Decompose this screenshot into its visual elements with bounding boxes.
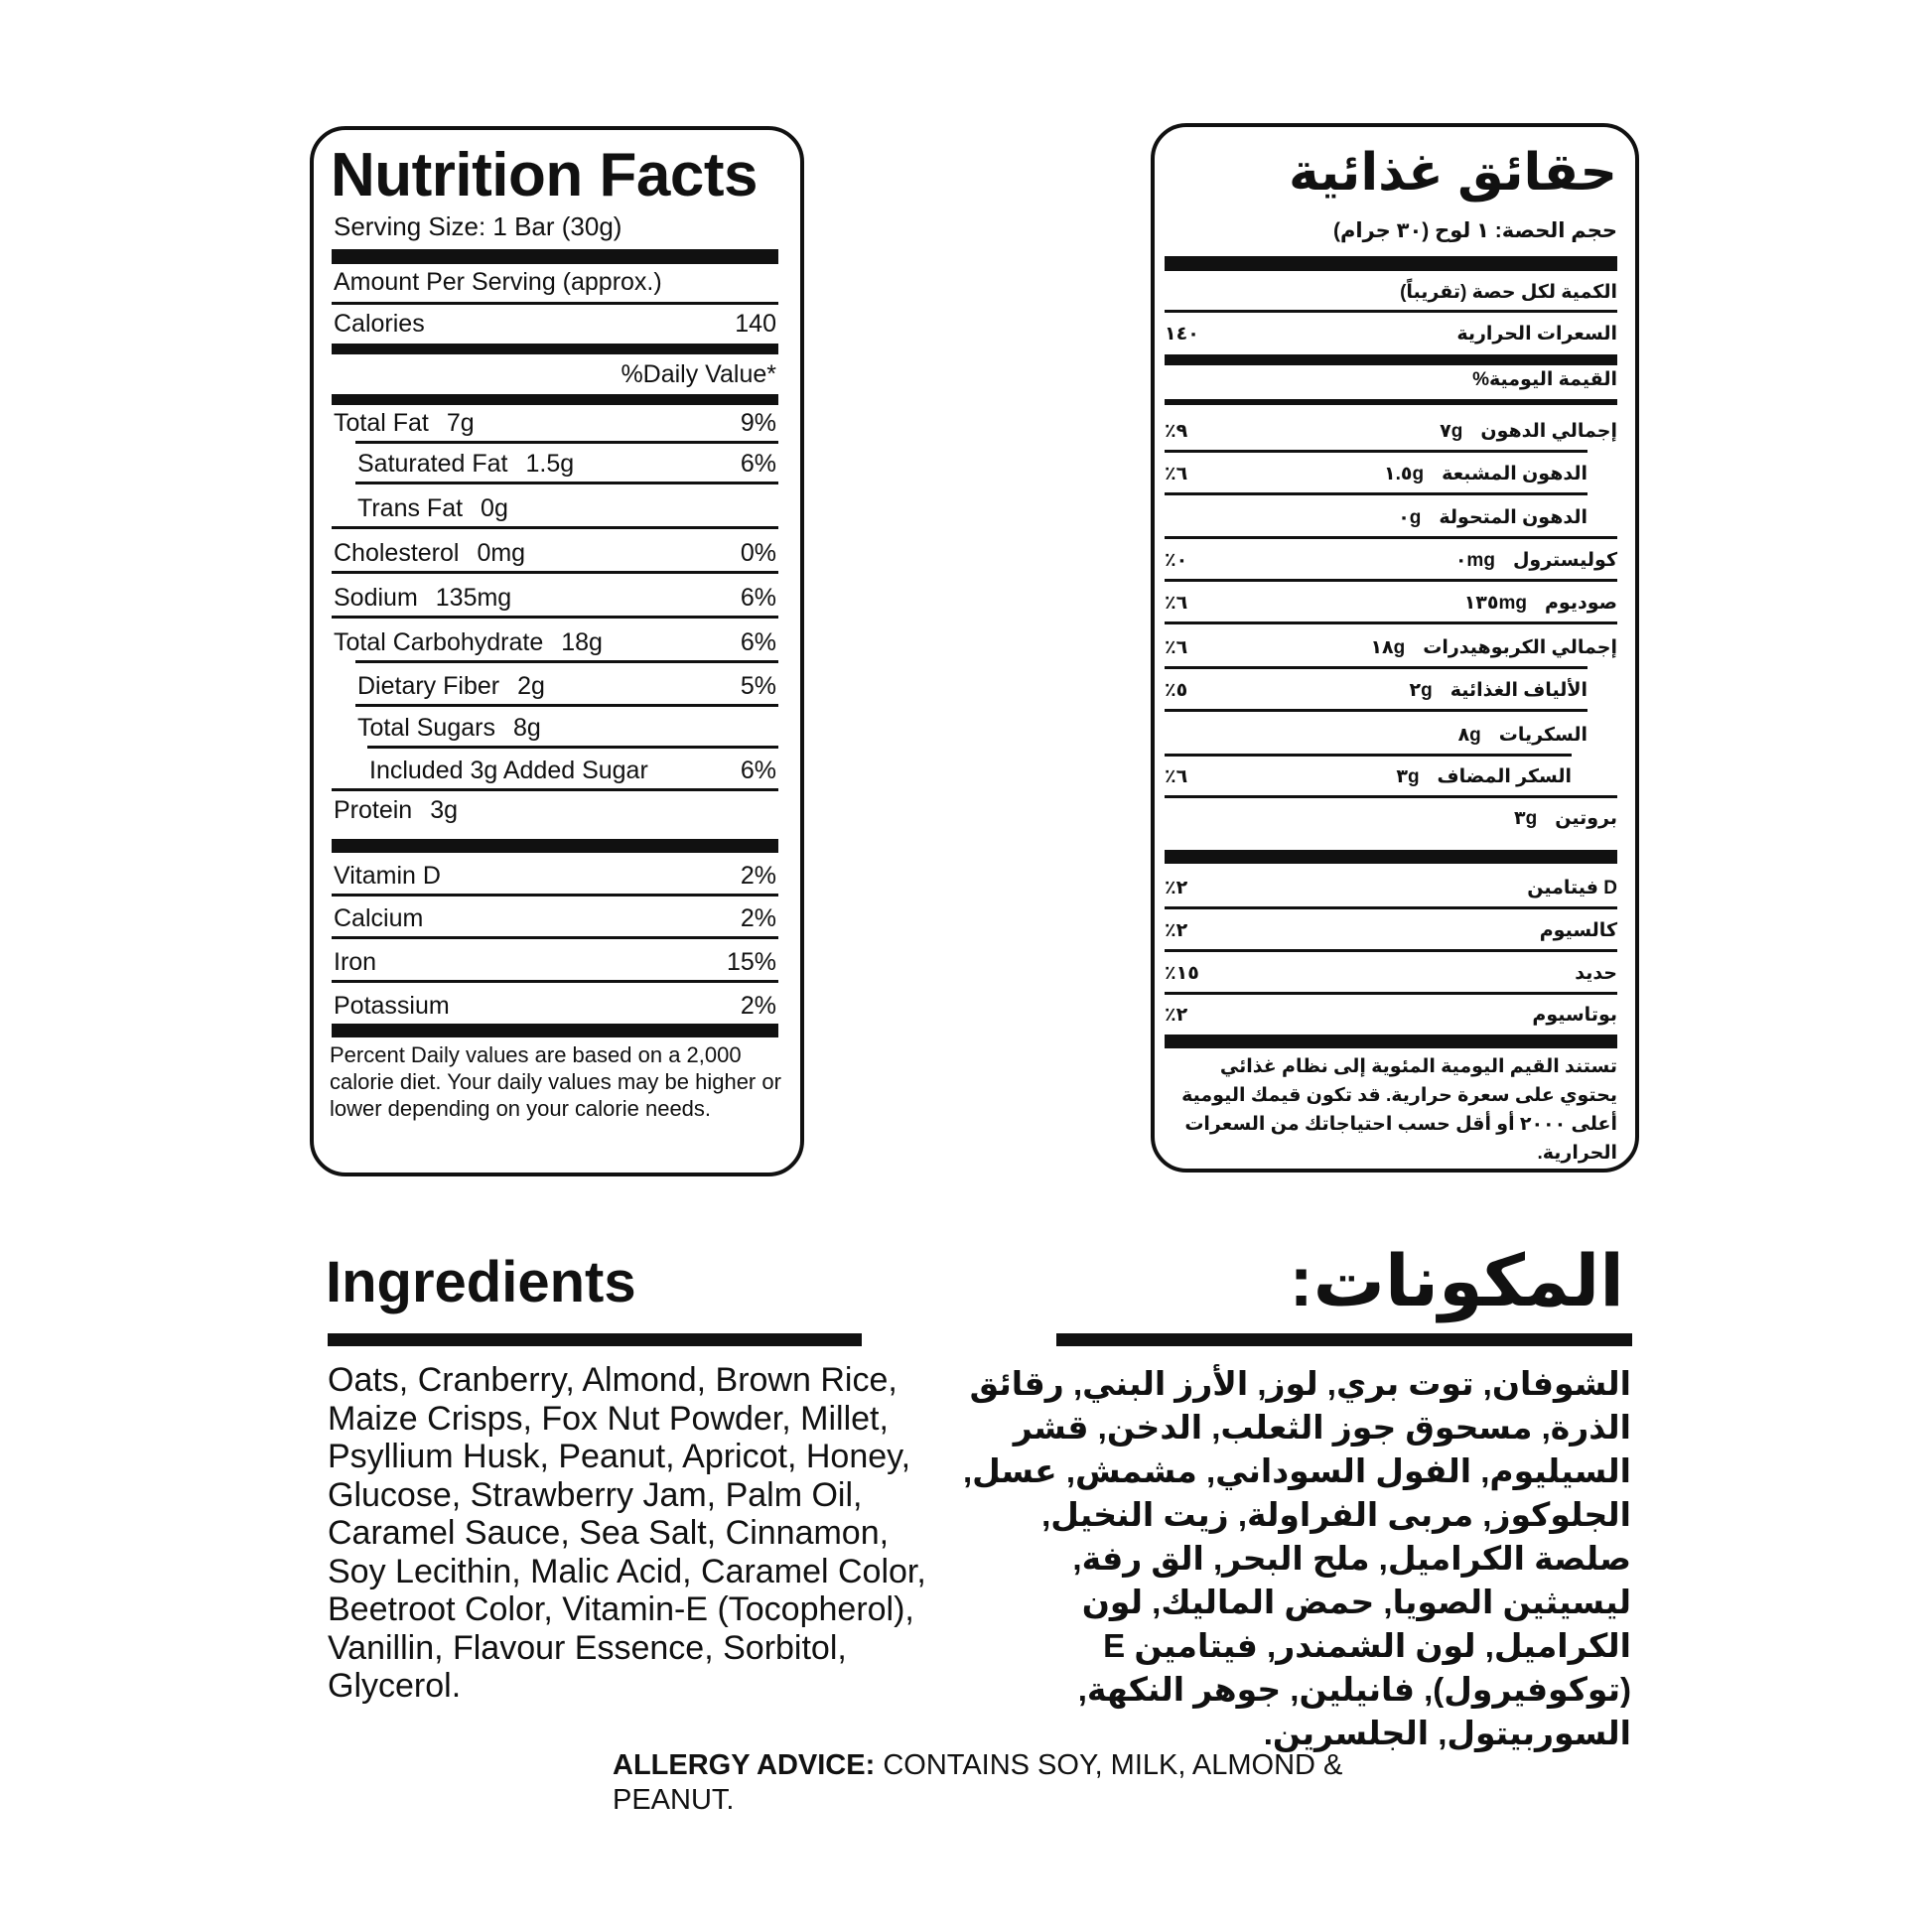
nutrient-row [334,857,776,891]
nutrient-name: Vitamin D [334,862,441,890]
nutrient-daily-value: ٦٪ [1165,637,1188,658]
nutrient-row [334,534,776,568]
nutrient-daily-value: 5% [740,672,776,700]
nutrient-name: Potassium [334,992,450,1020]
nutrient-row [1165,629,1617,659]
ingredients-divider-ar [1056,1333,1632,1346]
nutrient-label [1455,549,1617,572]
nutrient-name: Total Sugars [357,714,495,742]
nutrient-daily-value: ٦٪ [1165,464,1188,484]
nutrient-name: Trans Fat [357,494,464,522]
nutrient-label [334,409,475,438]
nutrient-daily-value: 6% [740,584,776,612]
nutrient-row [334,489,776,523]
nutrient-amount: 1.5g [525,450,575,478]
nutrient-name: بوتاسيوم [1532,1005,1617,1026]
nutrient-label [334,862,441,891]
nutrient-name: حديد [1575,963,1617,984]
divider [1165,310,1617,313]
nutrient-row [1165,672,1617,702]
nutrient-name: Dietary Fiber [357,672,500,700]
nutrient-name: Saturated Fat [357,450,508,478]
calories-label: Calories [334,310,425,338]
nutrient-label [1514,807,1617,830]
nutrient-daily-value: ٢٪ [1165,1005,1188,1026]
nutrient-daily-value: 6% [740,628,776,656]
nutrient-label [1575,962,1617,985]
nutrition-title-en: Nutrition Facts [331,141,758,209]
nutrient-row [1165,912,1617,942]
nutrient-name: إجمالي الكربوهيدرات [1423,637,1617,658]
nutrient-label [1440,420,1617,443]
divider [367,746,778,749]
amount-per-serving-row-ar [1165,274,1617,304]
divider [1165,754,1572,757]
divider [355,660,778,663]
nutrient-name: إجمالي الدهون [1480,421,1617,442]
nutrient-row [1165,542,1617,572]
nutrient-daily-value: 15% [726,948,776,976]
nutrient-daily-value: 6% [740,757,776,784]
divider [1165,949,1617,952]
nutrient-amount: ٣g [1514,808,1538,829]
nutrient-amount: ١.٥g [1383,464,1425,484]
nutrient-row [1165,456,1617,485]
divider [1165,450,1587,453]
daily-value-header: %Daily Value* [621,360,776,388]
nutrient-daily-value: ٩٪ [1165,421,1188,442]
nutrient-label [1464,592,1617,615]
divider [332,616,778,619]
nutrient-daily-value: 9% [740,409,776,437]
allergy-text: CONTAINS SOY, MILK, ALMOND & PEANUT. [613,1749,1343,1816]
ingredients-text-en: Oats, Cranberry, Almond, Brown Rice, Maize Crisps, Fox Nut Powder, Millet, Psyllium Husk, Peanut, Apricot, Honey, Glucose, Strawberry Jam, Palm Oil, Caramel Sauce, Sea Salt, Cinnamon, Soy Lecithin, Malic Acid, Caramel Color, Beetroot Color, Vitamin-E (Tocopherol), Vanillin, Flavour Essence, Sorbitol, Glycerol. [328,1361,926,1705]
allergy-label: ALLERGY ADVICE: [613,1749,876,1781]
nutrient-name: صوديوم [1545,593,1617,614]
divider [1165,666,1587,669]
calories-label: السعرات الحرارية [1456,324,1617,345]
nutrient-row [334,943,776,977]
divider [1165,492,1587,495]
nutrition-facts-panel-ar [1151,123,1639,1173]
nutrient-row [1165,585,1617,615]
daily-value-header-ar [1165,361,1617,391]
nutrient-row [334,709,776,743]
nutrient-row [1165,997,1617,1027]
nutrient-row [1165,499,1617,529]
nutrient-name: السكر المضاف [1437,766,1572,787]
nutrient-amount: 8g [512,714,541,742]
nutrient-name: Calcium [334,904,424,932]
divider [355,704,778,707]
nutrient-label [1370,636,1617,659]
nutrient-name: D فيتامين [1527,878,1617,898]
nutrient-row [334,987,776,1021]
nutrient-label [1409,679,1587,702]
nutrient-daily-value: 0% [740,539,776,567]
footnote-ar: تستند القيم اليومية المئوية إلى نظام غذائي يحتوي على سعرة حرارية. قد تكون قيمك اليومية أعلى ٢٠٠٠ أو أقل حسب احتياجاتك من السعرات الحرارية. [1181,1056,1617,1164]
nutrient-name: السكريات [1498,725,1587,746]
daily-value-header-en [334,355,776,389]
serving-size-ar: حجم الحصة: ١ لوح (٣٠ جرام) [1333,219,1617,242]
nutrient-row [1165,759,1617,788]
nutrient-row [1165,870,1617,899]
thick-divider [1165,1035,1617,1048]
divider [355,441,778,444]
nutrient-label [369,757,648,785]
nutrient-label [1398,506,1587,529]
divider [332,980,778,983]
divider [1165,992,1617,995]
nutrient-daily-value: 2% [740,904,776,932]
ingredients-divider-en [328,1333,862,1346]
nutrient-daily-value: ٢٪ [1165,920,1188,941]
nutrient-label [1458,724,1587,747]
nutrient-amount: ١٨g [1370,637,1406,658]
nutrient-name: Included 3g Added Sugar [369,757,648,784]
nutrient-name: Total Fat [334,409,429,437]
calories-row-ar [1165,316,1617,345]
daily-value-header: القيمة اليومية% [1472,369,1617,390]
nutrient-name: الألياف الغذائية [1449,680,1587,701]
nutrient-amount: ٠g [1398,507,1422,528]
nutrient-amount: ٢g [1409,680,1433,701]
nutrient-label [1396,765,1572,788]
nutrient-row [334,579,776,613]
nutrient-label [357,450,574,479]
ingredients-title-en: Ingredients [326,1250,636,1314]
divider [1165,579,1617,582]
nutrient-label [1540,919,1617,942]
nutrient-row [334,445,776,479]
nutrient-amount: 0g [481,494,508,522]
nutrient-daily-value: ١٥٪ [1165,963,1199,984]
nutrient-amount: ٣g [1396,766,1420,787]
nutrient-name: الدهون المتحولة [1439,507,1587,528]
thick-divider [1165,850,1617,864]
divider [1165,709,1587,712]
nutrient-amount: ٧g [1440,421,1463,442]
nutrient-label [334,992,450,1021]
nutrient-label [357,714,541,743]
divider [332,936,778,939]
divider [332,526,778,529]
nutrient-name: Iron [334,948,377,976]
nutrient-amount: ١٣٥mg [1463,593,1527,614]
nutrient-row [334,752,776,785]
calories-value: 140 [735,310,776,338]
nutrient-label [1527,877,1617,899]
allergy-advice [613,1748,1347,1818]
thick-divider [332,1024,778,1037]
nutrient-row [1165,955,1617,985]
serving-size-en: Serving Size: 1 Bar (30g) [334,211,622,241]
nutrient-amount: 0mg [477,539,526,567]
nutrient-name: Total Carbohydrate [334,628,544,656]
nutrient-row [1165,717,1617,747]
nutrient-label [334,904,423,933]
nutrient-daily-value: 6% [740,450,776,478]
nutrition-facts-panel-en [310,126,804,1176]
nutrient-row [334,623,776,657]
thick-divider [332,249,778,264]
thick-divider [332,839,778,853]
nutrient-row [334,791,776,825]
nutrient-label [334,948,376,977]
nutrient-name: كوليسترول [1512,550,1617,571]
nutrient-label [357,672,545,701]
nutrient-label [334,796,458,825]
nutrient-daily-value: 2% [740,862,776,890]
nutrient-row [1165,413,1617,443]
footnote-en: Percent Daily values are based on a 2,000 calorie diet. Your daily values may be higher or lower depending on your calorie needs. [330,1042,781,1121]
divider [1165,621,1617,624]
ingredients-title-ar: المكونات: [1289,1242,1624,1321]
nutrient-amount: 18g [561,628,603,656]
thick-divider [1165,399,1617,405]
nutrient-daily-value: ٢٪ [1165,878,1188,898]
divider [1165,795,1617,798]
nutrient-row [1165,800,1617,830]
amount-per-serving-row-en [334,263,776,297]
divider [1165,536,1617,539]
nutrient-name: Cholesterol [334,539,460,567]
nutrient-name: Protein [334,796,413,824]
nutrient-name: بروتين [1555,808,1617,829]
nutrient-name: Sodium [334,584,418,612]
ingredients-text-ar: الشوفان, توت بري, لوز, الأرز البني, رقائق الذرة, مسحوق جوز الثعلب, الدخن, قشر السيليوم, الفول السوداني, مشمش, عسل, الجلوكوز, مربى الفراولة, زيت النخيل, صلصة الكراميل, ملح البحر, الق رفة, ليسيثين الصويا, حمض الماليك, لون الكراميل, لون الشمندر, فيتامين E (توكوفيرول), فانيلين, جوهر النكهة, السوربيتول, الجلسرين. [962,1365,1631,1751]
nutrient-label [334,539,525,568]
nutrient-label [1384,463,1587,485]
nutrient-amount: ٠mg [1454,550,1495,571]
nutrient-label [334,584,511,613]
nutrient-row [334,899,776,933]
nutrient-amount: ٨g [1457,725,1481,746]
nutrient-amount: 135mg [435,584,512,612]
nutrient-daily-value: ٥٪ [1165,680,1188,701]
nutrient-daily-value: 2% [740,992,776,1020]
nutrient-label [1532,1004,1617,1027]
amount-per-serving-label: Amount Per Serving (approx.) [334,268,662,296]
nutrition-title-ar: حقائق غذائية [1289,144,1617,202]
nutrient-daily-value: ٠٪ [1165,550,1188,571]
divider [332,894,778,897]
nutrient-daily-value: ٦٪ [1165,766,1188,787]
nutrient-amount: 7g [446,409,475,437]
calories-row-en [334,305,776,339]
nutrient-row [334,404,776,438]
nutrient-name: الدهون المشبعة [1442,464,1587,484]
nutrient-row [334,667,776,701]
nutrient-label [357,494,508,523]
divider [332,571,778,574]
thick-divider [332,344,778,354]
calories-value: ١٤٠ [1165,324,1199,345]
nutrient-name: كالسيوم [1539,920,1617,941]
nutrient-label [334,628,603,657]
divider [355,482,778,484]
nutrient-daily-value: ٦٪ [1165,593,1188,614]
nutrient-amount: 2g [517,672,545,700]
thick-divider [1165,256,1617,271]
divider [1165,906,1617,909]
amount-per-serving-label: الكمية لكل حصة (تقريباً) [1400,282,1617,303]
nutrient-amount: 3g [430,796,459,824]
